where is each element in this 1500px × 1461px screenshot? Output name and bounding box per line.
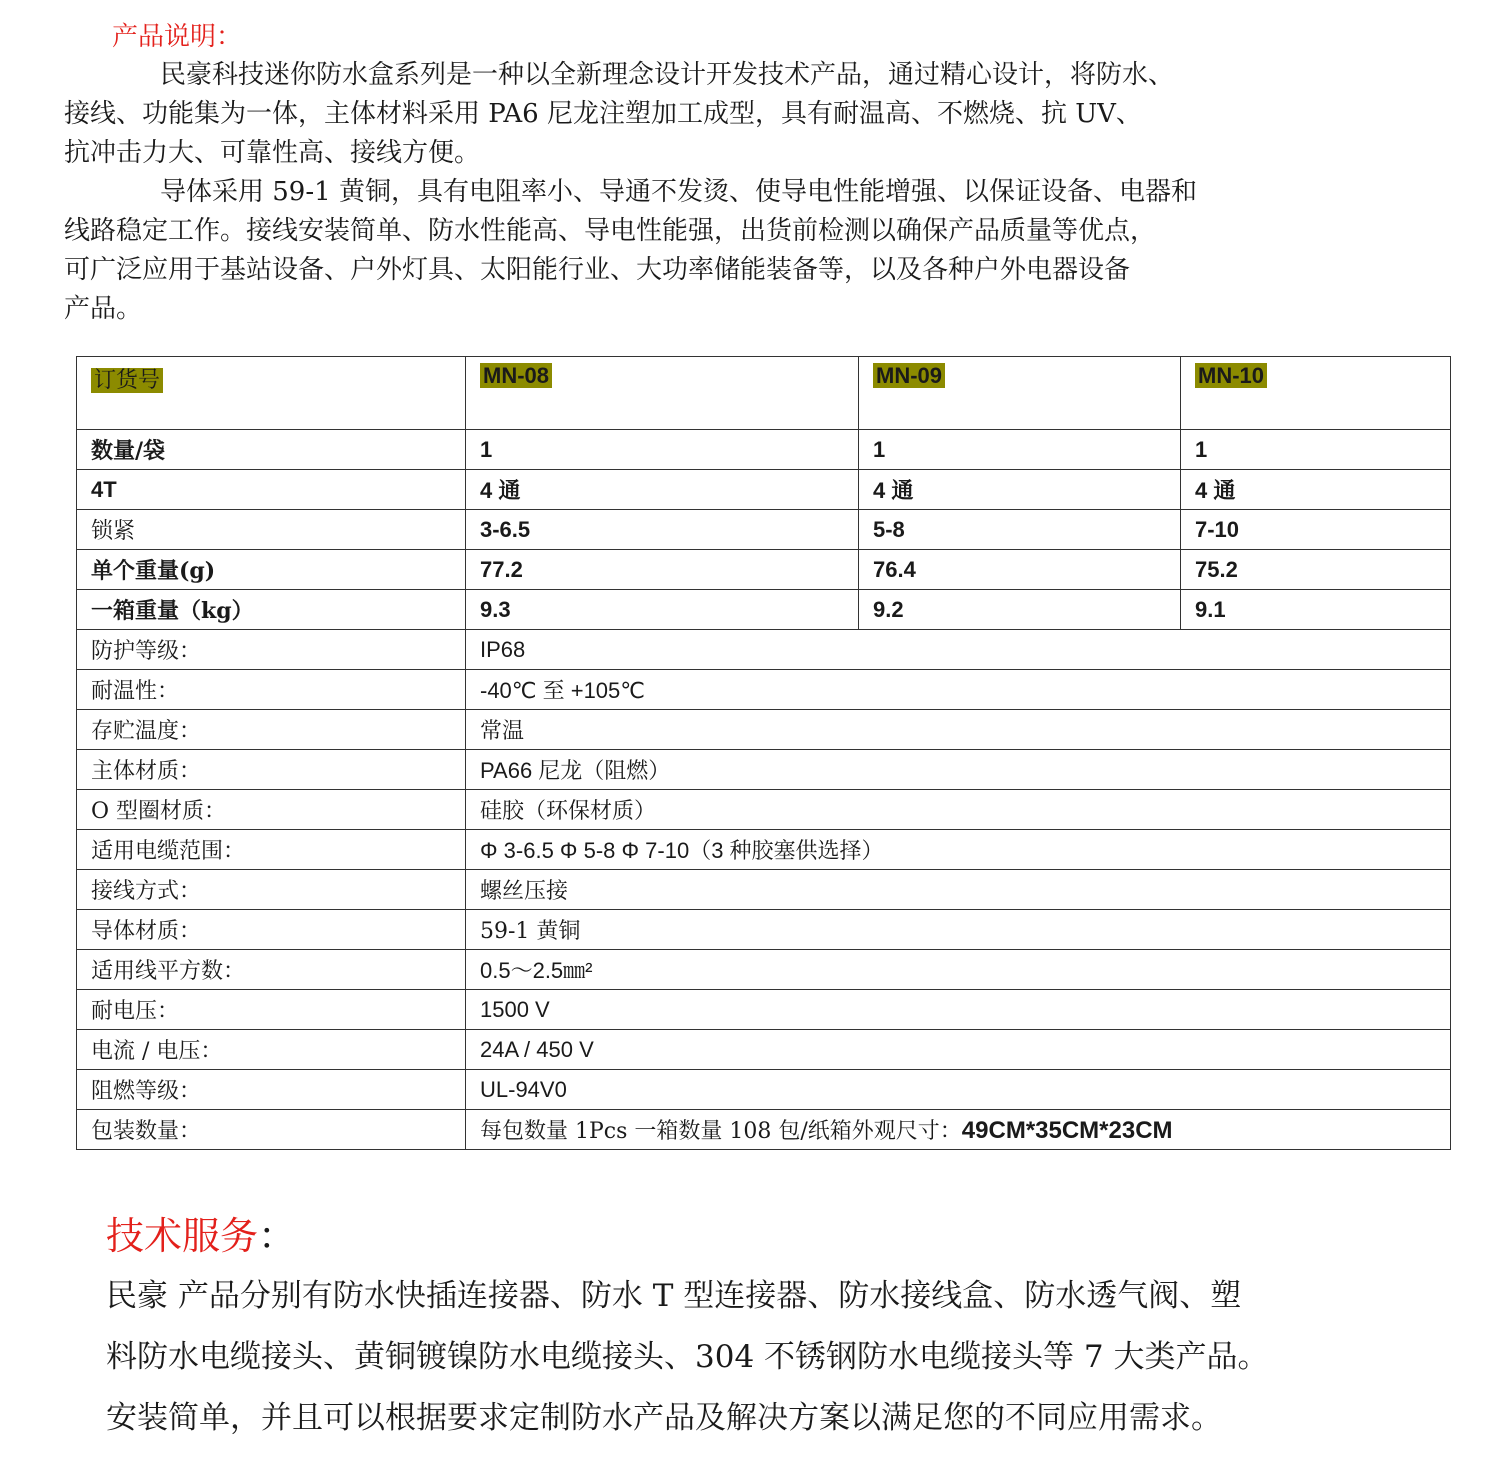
packaging-value-cell xyxy=(466,1110,1451,1150)
spec-label: 耐电压： xyxy=(77,990,466,1030)
spec-label: 阻燃等级： xyxy=(77,1070,466,1110)
spec-value: 1500 V xyxy=(466,990,1451,1030)
table-row xyxy=(77,550,1451,590)
spec-label: 接线方式： xyxy=(77,870,466,910)
carton-size: 49CM*35CM*23CM xyxy=(961,1117,1173,1144)
spec-value: IP68 xyxy=(466,630,1451,670)
intro-p1-line: 抗冲击力大、可靠性高、接线方便。 xyxy=(64,138,481,168)
spec-label: 导体材质： xyxy=(77,910,466,950)
table-cell: 1 xyxy=(859,430,1181,470)
product-description-heading: 产品说明： xyxy=(112,22,243,52)
intro-p2-line: 线路稳定工作。接线安装简单、防水性能高、导电性能强，出货前检测以确保产品质量等优点， xyxy=(64,216,1157,246)
tech-service-paragraph xyxy=(106,1266,1426,1449)
table-header-row xyxy=(77,357,1451,430)
tech-service-heading xyxy=(106,1206,1426,1266)
tech-line: 安装简单，并且可以根据要求定制防水产品及解决方案以满足您的不同应用需求。 xyxy=(106,1400,1222,1436)
order-number-label: 订货号 xyxy=(91,368,163,393)
table-row xyxy=(77,430,1451,470)
spec-label: 存贮温度： xyxy=(77,710,466,750)
table-row xyxy=(77,990,1451,1030)
table-cell: 77.2 xyxy=(466,550,859,590)
table-row xyxy=(77,750,1451,790)
table-cell: 4 通 xyxy=(466,470,859,510)
spec-value: 硅胶（环保材质） xyxy=(466,790,1451,830)
spec-value: UL-94V0 xyxy=(466,1070,1451,1110)
tech-service-colon: ： xyxy=(258,1214,297,1258)
header-cell xyxy=(1181,357,1451,430)
table-cell: 1 xyxy=(466,430,859,470)
table-cell: 76.4 xyxy=(859,550,1181,590)
spec-label: 主体材质： xyxy=(77,750,466,790)
table-row xyxy=(77,950,1451,990)
spec-label: 包装数量： xyxy=(77,1110,466,1150)
intro-p2-line: 可广泛应用于基站设备、户外灯具、太阳能行业、大功率储能装备等，以及各种户外电器设备 xyxy=(64,255,1131,285)
tech-service-section xyxy=(106,1206,1426,1449)
spec-label: 电流 / 电压： xyxy=(77,1030,466,1070)
model-label: MN-08 xyxy=(480,363,552,388)
header-cell xyxy=(859,357,1181,430)
product-description-section xyxy=(64,18,1412,329)
tech-service-title: 技术服务 xyxy=(106,1214,259,1258)
spec-value: 常温 xyxy=(466,710,1451,750)
intro-p1-line: 接线、功能集为一体，主体材料采用 PA6 尼龙注塑加工成型，具有耐温高、不燃烧、抗 UV、 xyxy=(64,99,1142,129)
intro-p2-line: 产品。 xyxy=(64,294,143,324)
table-cell: 5-8 xyxy=(859,510,1181,550)
table-row xyxy=(77,670,1451,710)
table-row xyxy=(77,1110,1451,1150)
spec-value: 59-1 黄铜 xyxy=(466,910,1451,950)
table-cell: 9.2 xyxy=(859,590,1181,630)
table-row xyxy=(77,590,1451,630)
intro-paragraph-1 xyxy=(64,56,1412,173)
table-cell: 4 通 xyxy=(859,470,1181,510)
table-row xyxy=(77,870,1451,910)
row-label: 4T xyxy=(77,470,466,510)
table-row xyxy=(77,1030,1451,1070)
row-label: 数量/袋 xyxy=(77,430,466,470)
table-cell: 75.2 xyxy=(1181,550,1451,590)
spec-label: 防护等级： xyxy=(77,630,466,670)
intro-p1-line: 民豪科技迷你防水盒系列是一种以全新理念设计开发技术产品，通过精心设计，将防水、 xyxy=(160,60,1175,90)
tech-line: 料防水电缆接头、黄铜镀镍防水电缆接头、304 不锈钢防水电缆接头等 7 大类产品。 xyxy=(106,1339,1269,1375)
row-label: 锁紧 xyxy=(77,510,466,550)
model-label: MN-09 xyxy=(873,363,945,388)
table-row xyxy=(77,510,1451,550)
table-row xyxy=(77,1070,1451,1110)
table-cell: 4 通 xyxy=(1181,470,1451,510)
spec-value: 0.5～2.5㎜² xyxy=(466,950,1451,990)
spec-label: O 型圈材质： xyxy=(77,790,466,830)
table-row xyxy=(77,830,1451,870)
spec-value: 螺丝压接 xyxy=(466,870,1451,910)
table-row xyxy=(77,470,1451,510)
table-row xyxy=(77,910,1451,950)
header-cell xyxy=(77,357,466,430)
spec-value: Φ 3-6.5 Φ 5-8 Φ 7-10（3 种胶塞供选择） xyxy=(466,830,1451,870)
intro-p2-line: 导体采用 59-1 黄铜，具有电阻率小、导通不发烫、使导电性能增强、以保证设备、电器和 xyxy=(160,177,1197,207)
intro-paragraph-2 xyxy=(64,173,1412,329)
spec-table xyxy=(76,356,1451,1150)
table-cell: 9.3 xyxy=(466,590,859,630)
table-row xyxy=(77,790,1451,830)
spec-label: 耐温性： xyxy=(77,670,466,710)
spec-label: 适用电缆范围： xyxy=(77,830,466,870)
model-label: MN-10 xyxy=(1195,363,1267,388)
spec-value: -40℃ 至 +105℃ xyxy=(466,670,1451,710)
row-label: 单个重量(g) xyxy=(77,550,466,590)
row-label: 一箱重量（kg） xyxy=(77,590,466,630)
table-cell: 1 xyxy=(1181,430,1451,470)
table-row xyxy=(77,710,1451,750)
tech-line: 民豪 产品分别有防水快插连接器、防水 T 型连接器、防水接线盒、防水透气阀、塑 xyxy=(106,1278,1242,1314)
table-cell: 9.1 xyxy=(1181,590,1451,630)
table-cell: 7-10 xyxy=(1181,510,1451,550)
table-cell: 3-6.5 xyxy=(466,510,859,550)
table-row xyxy=(77,630,1451,670)
spec-value: 24A / 450 V xyxy=(466,1030,1451,1070)
header-cell xyxy=(466,357,859,430)
spec-label: 适用线平方数： xyxy=(77,950,466,990)
spec-value: PA66 尼龙（阻燃） xyxy=(466,750,1451,790)
packaging-value: 每包数量 1Pcs 一箱数量 108 包/纸箱外观尺寸： xyxy=(480,1119,962,1144)
